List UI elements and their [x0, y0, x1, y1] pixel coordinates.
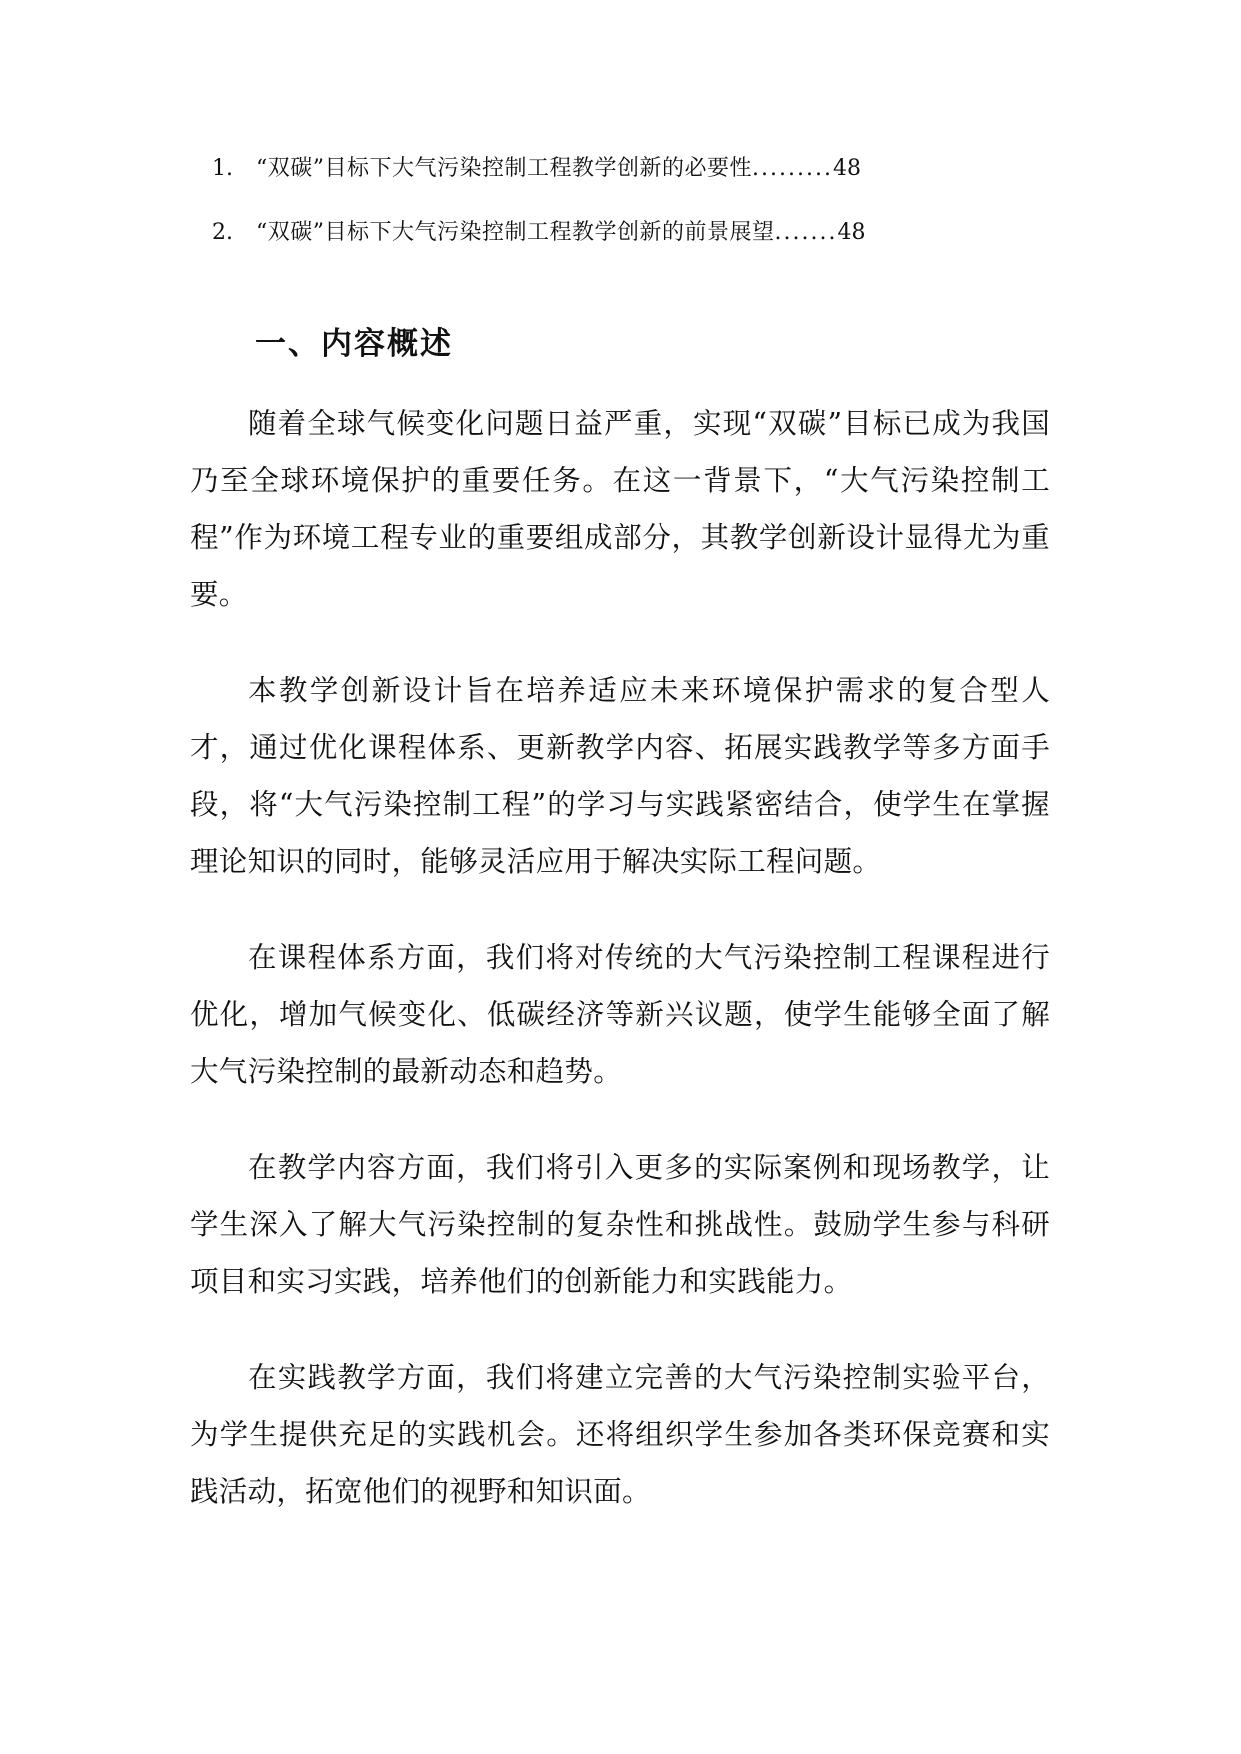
- table-of-contents: [212, 148, 972, 276]
- paragraph: 在教学内容方面，我们将引入更多的实际案例和现场教学，让学生深入了解大气污染控制的复杂性和挑战性。鼓励学生参与科研项目和实习实践，培养他们的创新能力和实践能力。: [190, 1151, 1050, 1298]
- toc-entry[interactable]: [212, 148, 972, 212]
- toc-leader-dots: .......: [774, 220, 838, 245]
- paragraph: 随着全球气候变化问题日益严重，实现“双碳”目标已成为我国乃至全球环境保护的重要任务。在这一背景下，“大气污染控制工程”作为环境工程专业的重要组成部分，其教学创新设计显得尤为重要。: [190, 407, 1050, 611]
- toc-entry-page: 48: [832, 156, 861, 181]
- document-body: [190, 395, 1050, 1559]
- paragraph: 在实践教学方面，我们将建立完善的大气污染控制实验平台，为学生提供充足的实践机会。还将组织学生参加各类环保竞赛和实践活动，拓宽他们的视野和知识面。: [190, 1361, 1050, 1508]
- toc-entry-title: “双碳”目标下大气污染控制工程教学创新的前景展望: [256, 220, 775, 245]
- section-heading: 一、内容概述: [255, 326, 453, 362]
- toc-entry[interactable]: [212, 212, 972, 276]
- toc-entry-number: 2.: [212, 220, 233, 245]
- toc-entry-number: 1.: [212, 156, 233, 181]
- paragraph: 本教学创新设计旨在培养适应未来环境保护需求的复合型人才，通过优化课程体系、更新教学内容、拓展实践教学等多方面手段，将“大气污染控制工程”的学习与实践紧密结合，使学生在掌握理论知识的同时，能够灵活应用于解决实际工程问题。: [190, 674, 1050, 878]
- toc-leader-dots: .........: [752, 156, 833, 181]
- paragraph: 在课程体系方面，我们将对传统的大气污染控制工程课程进行优化，增加气候变化、低碳经济等新兴议题，使学生能够全面了解大气污染控制的最新动态和趋势。: [190, 941, 1050, 1088]
- toc-entry-page: 48: [837, 220, 866, 245]
- toc-entry-title: “双碳”目标下大气污染控制工程教学创新的必要性: [256, 156, 752, 181]
